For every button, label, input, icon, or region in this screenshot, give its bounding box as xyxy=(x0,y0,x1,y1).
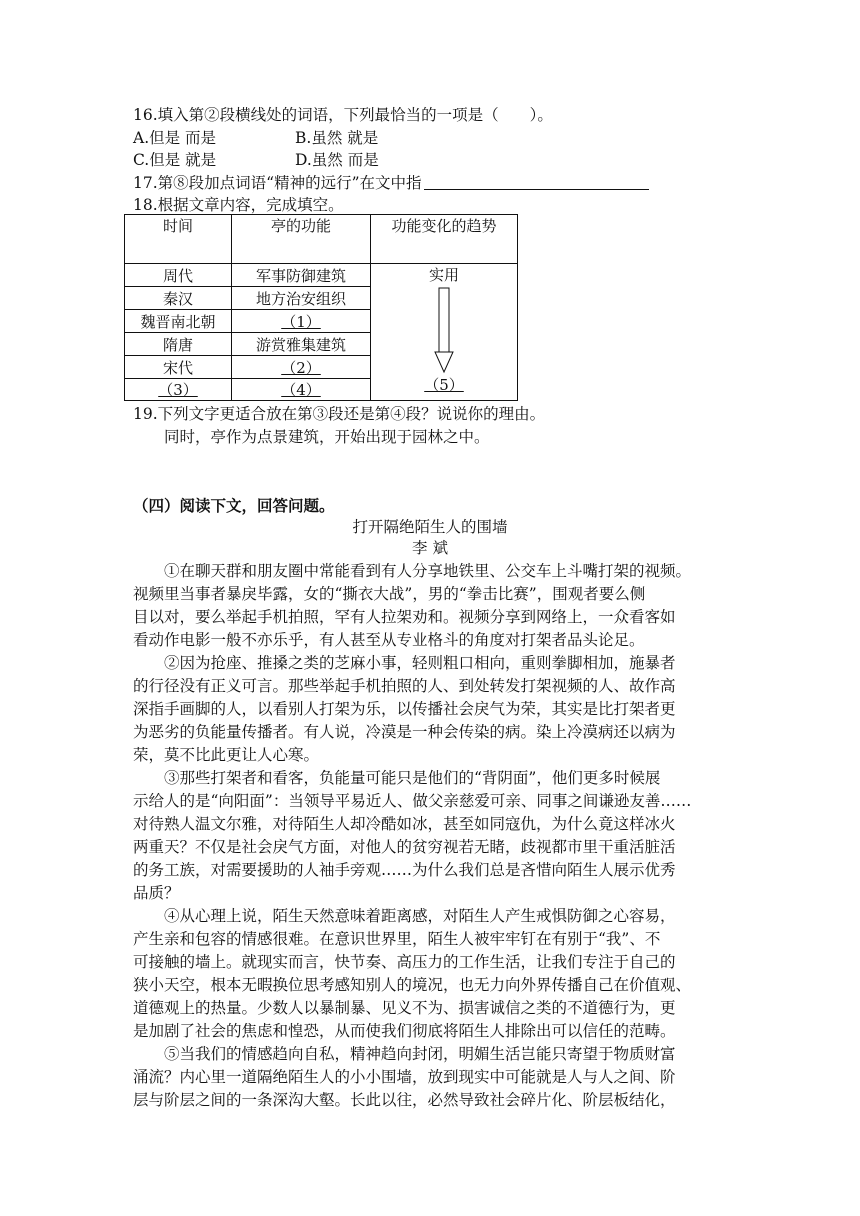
row-function: 地方治安组织 xyxy=(232,287,371,310)
article-author: 李 斌 xyxy=(412,539,448,557)
paragraph-line: 可接触的墙上。就现实而言，快节奏、高压力的工作生活，让我们专注于自己的 xyxy=(133,953,676,971)
paragraph-line: ③那些打架者和看客，负能量可能只是他们的“背阴面”，他们更多时候展 xyxy=(164,769,661,787)
paragraph-line: 品质？ xyxy=(133,884,180,902)
blank-2[interactable]: （2） xyxy=(232,356,371,379)
paragraph-line: ④从心理上说，陌生天然意味着距离感，对陌生人产生戒惧防御之心容易， xyxy=(164,907,676,925)
q17-stem: 17.第⑧段加点词语“精神的远行”在文中指 xyxy=(133,174,422,192)
q16-option-c: C.但是 就是 xyxy=(133,151,217,169)
row-era: 隋唐 xyxy=(125,333,232,356)
paragraph-line: 对待熟人温文尔雅，对待陌生人却冷酷如冰，甚至如同寇仇，为什么竟这样冰火 xyxy=(133,815,676,833)
paragraph-line: 的行径没有正义可言。那些举起手机拍照的人、到处转发打架视频的人、故作高 xyxy=(133,677,676,695)
trend-top-label: 实用 xyxy=(428,266,459,284)
header-function: 亭的功能 xyxy=(232,215,371,264)
paragraph-line: 涌流？内心里一道隔绝陌生人的小小围墙，放到现实中可能就是人与人之间、阶 xyxy=(133,1068,676,1086)
paragraph-line: 视频里当事者暴戾毕露，女的“撕衣大战”，男的“拳击比赛”，围观者要么侧 xyxy=(133,585,646,603)
q19-stem: 19.下列文字更适合放在第③段还是第④段？说说你的理由。 xyxy=(133,405,546,423)
paragraph-line: 看动作电影一般不亦乐乎，有人甚至从专业格斗的角度对打架者品头论足。 xyxy=(133,631,645,649)
row-era: 秦汉 xyxy=(125,287,232,310)
row-era: 魏晋南北朝 xyxy=(125,310,232,333)
blank-1[interactable]: （1） xyxy=(232,310,371,333)
q17-line xyxy=(133,172,649,194)
paragraph-line: 示给人的是“向阳面”：当领导平易近人、做父亲慈爱可亲、同事之间谦逊友善…… xyxy=(133,792,692,810)
paragraph-line: 狭小天空，根本无暇换位思考感知别人的境况，也无力向外界传播自己在价值观、 xyxy=(133,976,692,994)
row-function: 游赏雅集建筑 xyxy=(232,333,371,356)
paragraph-line: ②因为抢座、推搡之类的芝麻小事，轻则粗口相向，重则拳脚相加，施暴者 xyxy=(164,654,676,672)
q19-quote: 同时，亭作为点景建筑，开始出现于园林之中。 xyxy=(164,428,490,446)
blank-4[interactable]: （4） xyxy=(232,379,371,401)
header-trend: 功能变化的趋势 xyxy=(371,215,518,264)
q17-answer-blank[interactable] xyxy=(424,173,649,190)
paragraph-line: 为恶劣的负能量传播者。有人说，冷漠是一种会传染的病。染上冷漠病还以病为 xyxy=(133,723,676,741)
q16-option-d: D.虽然 而是 xyxy=(295,151,379,169)
q18-stem: 18.根据文章内容，完成填空。 xyxy=(133,196,344,214)
paragraph-line: 层与阶层之间的一条深沟大壑。长此以往，必然导致社会碎片化、阶层板结化， xyxy=(133,1091,676,1109)
down-arrow-icon xyxy=(424,286,464,376)
paragraph-line: 的务工族，对需要援助的人袖手旁观……为什么我们总是吝惜向陌生人展示优秀 xyxy=(133,861,676,879)
paragraph-line: ①在聊天群和朋友圈中常能看到有人分享地铁里、公交车上斗嘴打架的视频。 xyxy=(164,562,692,580)
section-heading: （四）阅读下文，回答问题。 xyxy=(133,496,335,515)
paragraph-line: 两重天？不仅是社会戾气方面，对他人的贫穷视若无睹，歧视都市里干重活脏活 xyxy=(133,838,676,856)
article-body xyxy=(133,560,773,1112)
q16-stem: 16.填入第②段横线处的词语，下列最恰当的一项是（ ）。 xyxy=(133,106,553,124)
paragraph-line: 产生亲和包容的情感很难。在意识世界里，陌生人被牢牢钉在有别于“我”、不 xyxy=(133,930,661,948)
row-function: 军事防御建筑 xyxy=(232,264,371,287)
paragraph-line: 道德观上的热量。少数人以暴制暴、见义不为、损害诚信之类的不道德行为，更 xyxy=(133,999,676,1017)
q16-option-a: A.但是 而是 xyxy=(133,129,217,147)
row-era: 宋代 xyxy=(125,356,232,379)
paragraph-line: ⑤当我们的情感趋向自私，精神趋向封闭，明媚生活岂能只寄望于物质财富 xyxy=(164,1045,676,1063)
trend-bottom-answer[interactable]: （5） xyxy=(424,376,464,394)
row-era: 周代 xyxy=(125,264,232,287)
paragraph-line: 目以对，要么举起手机拍照，罕有人拉架劝和。视频分享到网络上，一众看客如 xyxy=(133,608,676,626)
blank-3[interactable]: （3） xyxy=(125,379,232,401)
trend-cell xyxy=(371,264,518,401)
header-time: 时间 xyxy=(125,215,232,264)
paragraph-line: 是加剧了社会的焦虑和惶恐，从而使我们彻底将陌生人排除出可以信任的范畴。 xyxy=(133,1022,676,1040)
paragraph-line: 荣，莫不比此更让人心寒。 xyxy=(133,746,320,764)
q18-table xyxy=(124,214,518,401)
article-title: 打开隔绝陌生人的围墙 xyxy=(352,518,508,536)
q16-option-b: B.虽然 就是 xyxy=(295,129,379,147)
paragraph-line: 深指手画脚的人，以看别人打架为乐，以传播社会戾气为荣，其实是比打架者更 xyxy=(133,700,676,718)
